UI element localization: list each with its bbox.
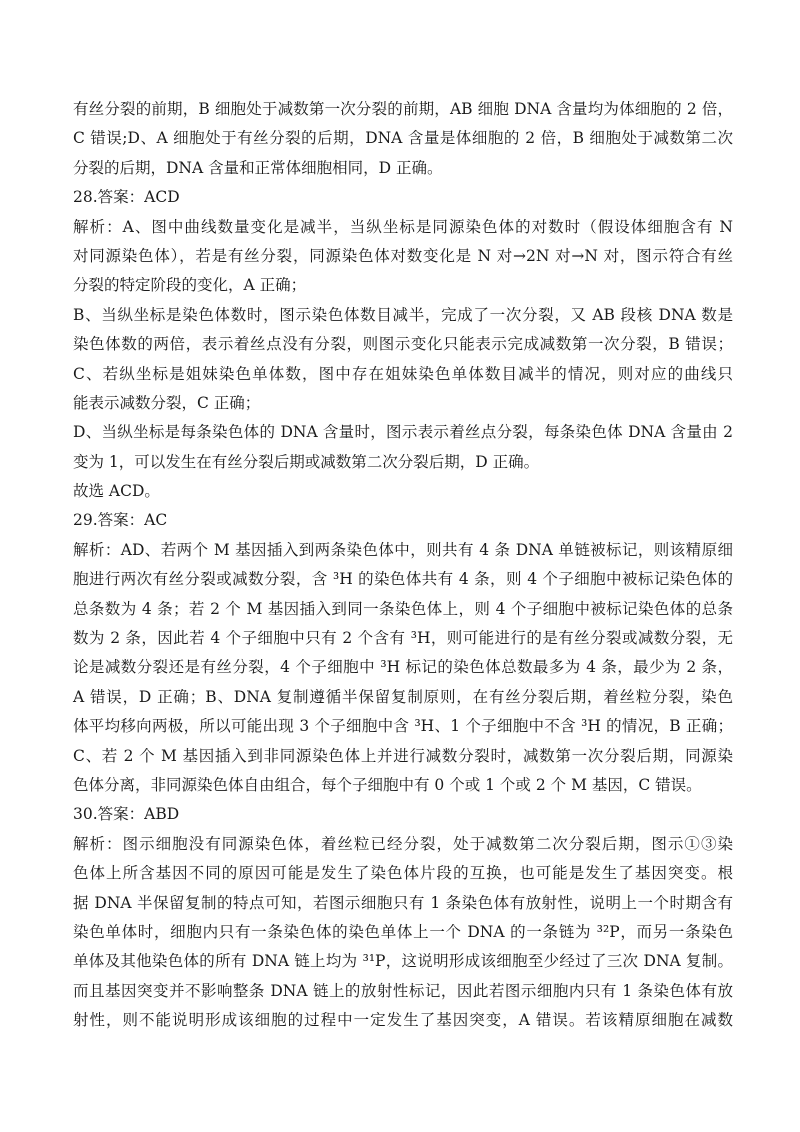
text-line: 染色体数的两倍，表示着丝点没有分裂，则图示变化只能表示完成减数第一次分裂，B 错误； [73,335,733,354]
text-line: 解析：A、图中曲线数量变化是减半，当纵坐标是同源染色体的对数时（假设体细胞含有 N [73,217,733,236]
text-line: 单体及其他染色体的所有 DNA 链上均为 ³¹P，这说明形成该细胞至少经过了三次 DNA 复制。 [73,952,733,971]
text-line: 数为 2 条，因此若 4 个子细胞中只有 2 个含有 ³H，则可能进行的是有丝分裂或减数分裂，无 [73,629,733,648]
text-line: 30.答案：ABD [73,805,180,824]
text-line: 28.答案：ACD [73,188,180,207]
text-line: 色体分离，非同源染色体自由组合，每个子细胞中有 0 个或 1 个或 2 个 M 基因，C 错误。 [73,775,702,794]
text-line: 体平均移向两极，所以可能出现 3 个子细胞中含 ³H、1 个子细胞中不含 ³H 的情况，B 正确； [73,717,733,736]
text-line: 染色单体时，细胞内只有一条染色体的染色单体上一个 DNA 的一条链为 ³²P，而另一条染色 [73,922,733,941]
text-line: A 错误，D 正确；B、DNA 复制遵循半保留复制原则，在有丝分裂后期，着丝粒分裂，染色 [73,687,733,706]
document-body [73,95,733,1036]
text-line: 总条数为 4 条；若 2 个 M 基因插入到同一条染色体上，则 4 个子细胞中被标记染色体的总条 [73,599,733,618]
text-line: 论是减数分裂还是有丝分裂，4 个子细胞中 ³H 标记的染色体总数最多为 4 条，最少为 2 条， [73,658,733,677]
text-line: C、若 2 个 M 基因插入到非同源染色体上并进行减数分裂时，减数第一次分裂后期，同源染 [73,746,733,765]
text-line: 胞进行两次有丝分裂或减数分裂，含 ³H 的染色体共有 4 条，则 4 个子细胞中被标记染色体的 [73,570,733,589]
text-line: 能表示减数分裂，C 正确； [73,393,261,412]
text-line: D、当纵坐标是每条染色体的 DNA 含量时，图示表示着丝点分裂，每条染色体 DNA 含量由 2 [73,423,733,442]
text-line: 有丝分裂的前期，B 细胞处于减数第一次分裂的前期，AB 细胞 DNA 含量均为体细胞的 2 倍， [73,100,733,118]
text-line: 故选 ACD。 [73,482,160,501]
text-line: 射性，则不能说明形成该细胞的过程中一定发生了基因突变，A 错误。若该精原细胞在减数 [73,1011,733,1030]
text-line: 分裂的特定阶段的变化，A 正确； [73,276,307,295]
text-line: 对同源染色体），若是有丝分裂，同源染色体对数变化是 N 对→2N 对→N 对，图示符合有丝 [73,246,733,265]
text-line: C、若纵坐标是姐妹染色单体数，图中存在姐妹染色单体数目减半的情况，则对应的曲线只 [73,364,733,383]
text-line: 解析：AD、若两个 M 基因插入到两条染色体中，则共有 4 条 DNA 单链被标记，则该精原细 [73,540,733,559]
text-line: B、当纵坐标是染色体数时，图示染色体数目减半，完成了一次分裂，又 AB 段核 DNA 数是 [73,305,733,324]
text-line: 分裂的后期，DNA 含量和正常体细胞相同，D 正确。 [73,158,443,177]
text-line: 据 DNA 半保留复制的特点可知，若图示细胞只有 1 条染色体有放射性，说明上一个时期含有 [73,893,733,912]
text-line: 解析：图示细胞没有同源染色体，着丝粒已经分裂，处于减数第二次分裂后期，图示①③染 [73,834,733,853]
text-line: 变为 1，可以发生在有丝分裂后期或减数第二次分裂后期，D 正确。 [73,452,540,471]
text-line: 色体上所含基因不同的原因可能是发生了染色体片段的互换，也可能是发生了基因突变。根 [73,864,733,883]
text-line: C 错误;D、A 细胞处于有丝分裂的后期，DNA 含量是体细胞的 2 倍，B 细胞处于减数第二次 [73,129,733,148]
text-line: 而且基因突变并不影响整条 DNA 链上的放射性标记，因此若图示细胞内只有 1 条染色体有放 [73,981,733,1000]
text-line: 29.答案：AC [73,511,168,530]
